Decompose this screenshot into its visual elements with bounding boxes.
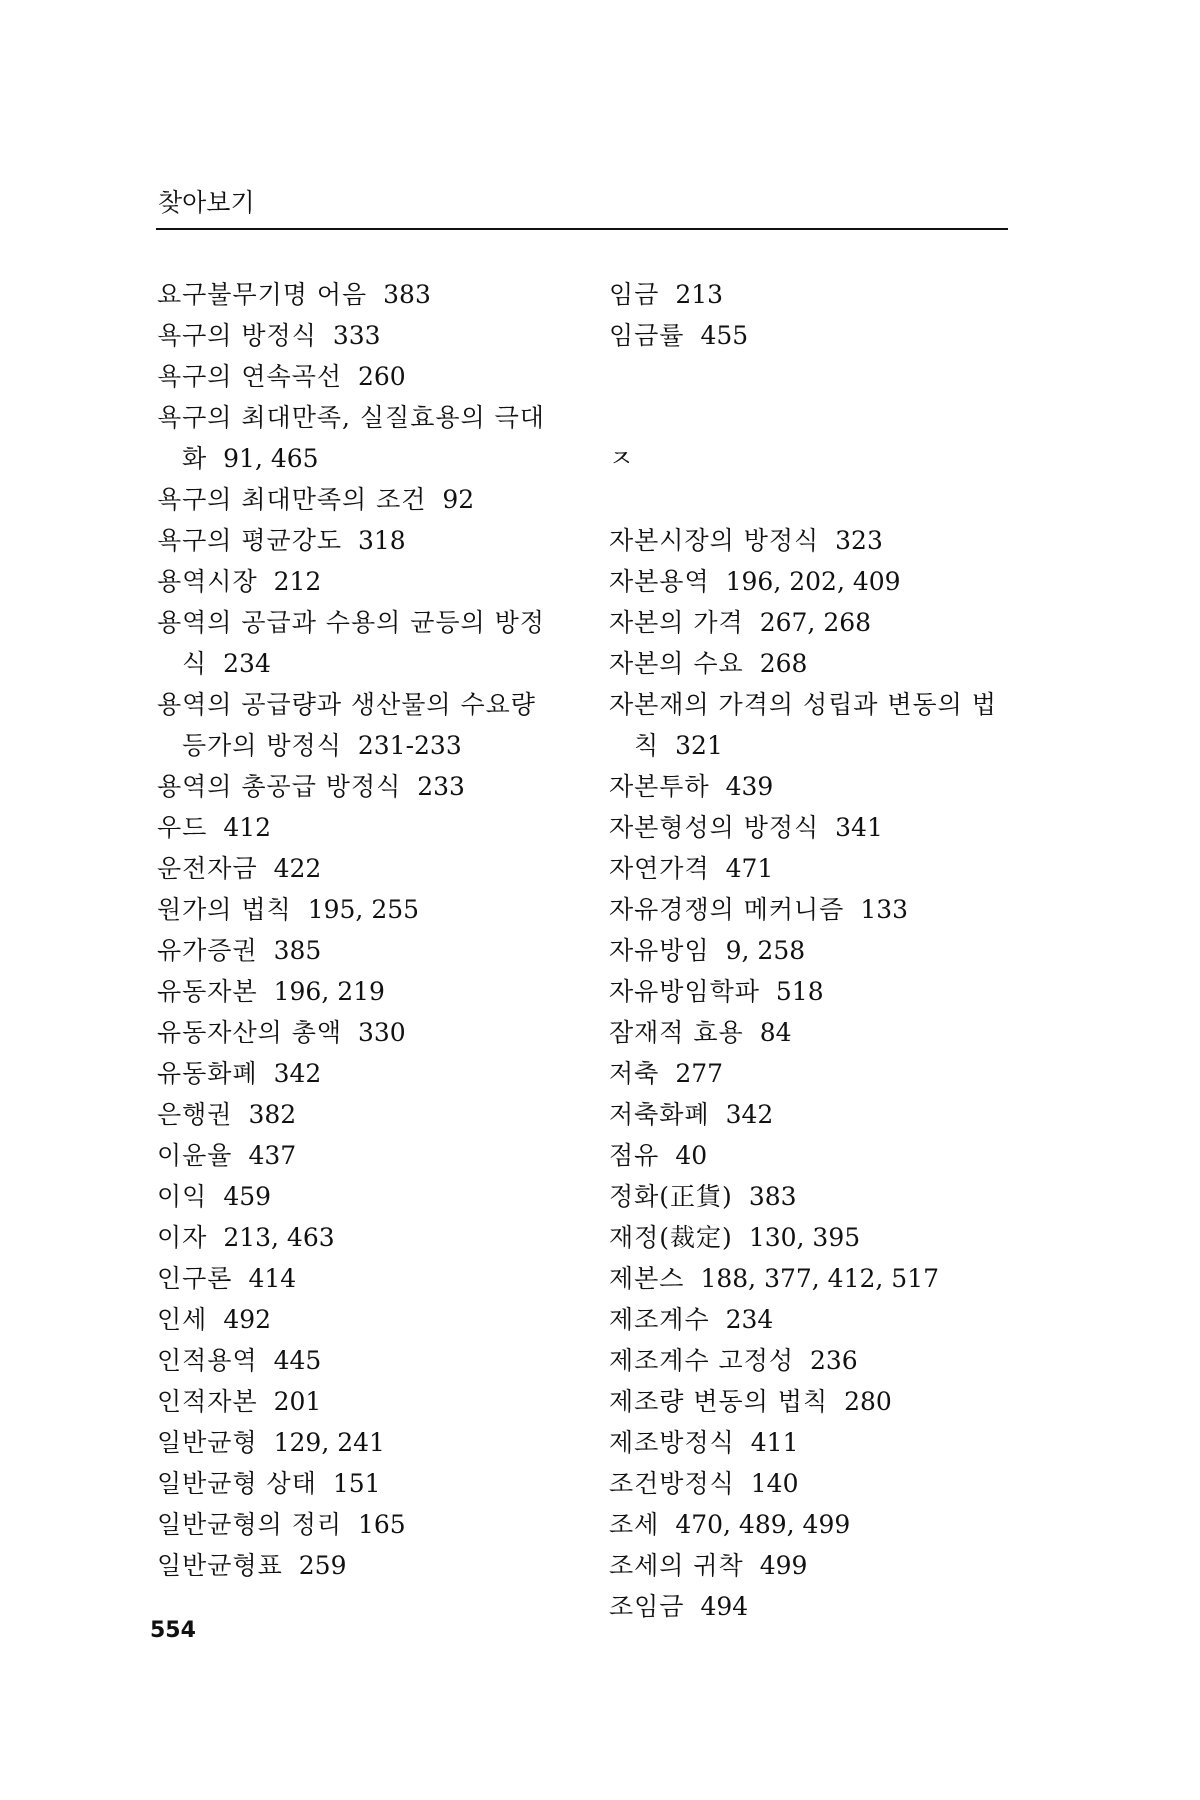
index-entry — [157, 397, 587, 479]
index-pages: 234 — [223, 649, 271, 678]
index-term: 용역시장 — [157, 567, 258, 596]
index-entry — [157, 1545, 587, 1586]
index-pages: 129, 241 — [273, 1428, 385, 1457]
index-entry — [157, 1258, 587, 1299]
index-entry — [157, 1135, 587, 1176]
index-term: 요구불무기명 어음 — [157, 280, 368, 309]
index-term: 임금 — [609, 280, 660, 309]
index-entry — [157, 766, 587, 807]
index-entry — [157, 602, 587, 684]
index-term: 조임금 — [609, 1592, 685, 1621]
index-pages: 471 — [725, 854, 774, 883]
index-entry — [157, 1176, 587, 1217]
index-pages: 84 — [759, 1018, 792, 1047]
index-entry — [609, 1012, 1049, 1053]
index-pages: 188, 377, 412, 517 — [700, 1264, 940, 1293]
index-term: 욕구의 평균강도 — [157, 526, 342, 555]
index-term: 제조방정식 — [609, 1428, 735, 1457]
index-entry — [157, 561, 587, 602]
index-column-left — [157, 274, 587, 1586]
index-pages: 492 — [223, 1305, 272, 1334]
index-term: 저축 — [609, 1059, 660, 1088]
index-pages: 234 — [725, 1305, 774, 1334]
index-entry — [157, 848, 587, 889]
index-term: 자본재의 가격의 성립과 변동의 법 — [609, 690, 997, 719]
index-term: 이자 — [157, 1223, 208, 1252]
index-entry — [609, 1422, 1049, 1463]
index-pages: 268 — [759, 649, 808, 678]
header-rule — [156, 228, 1008, 230]
page-number: 554 — [150, 1618, 196, 1643]
index-term: 용역의 공급과 수용의 균등의 방정 — [157, 608, 545, 637]
index-term: 욕구의 방정식 — [157, 321, 317, 350]
index-entry — [157, 684, 587, 766]
index-term: 자본의 가격 — [609, 608, 744, 637]
index-entry — [609, 971, 1049, 1012]
index-pages: 140 — [750, 1469, 799, 1498]
index-entry — [609, 1545, 1049, 1586]
index-pages: 267, 268 — [759, 608, 872, 637]
index-pages: 40 — [675, 1141, 708, 1170]
index-pages: 439 — [725, 772, 774, 801]
index-term: 임금률 — [609, 321, 685, 350]
index-pages: 130, 395 — [748, 1223, 861, 1252]
index-pages: 455 — [700, 321, 749, 350]
index-pages: 321 — [675, 731, 723, 760]
index-pages: 231-233 — [357, 731, 462, 760]
index-entry — [157, 1340, 587, 1381]
index-entry — [609, 1381, 1049, 1422]
index-entry — [609, 1135, 1049, 1176]
index-term: 유가증권 — [157, 936, 258, 965]
index-entry — [157, 1422, 587, 1463]
group-gap — [609, 356, 1049, 438]
index-pages: 342 — [273, 1059, 322, 1088]
index-term: 제조계수 고정성 — [609, 1346, 794, 1375]
index-group-im — [609, 274, 1049, 356]
index-pages: 494 — [700, 1592, 749, 1621]
index-pages: 196, 219 — [273, 977, 385, 1006]
index-entry — [157, 356, 587, 397]
index-term: 유동화폐 — [157, 1059, 258, 1088]
index-entry — [609, 807, 1049, 848]
index-pages: 259 — [298, 1551, 347, 1580]
index-term: 자유경쟁의 메커니즘 — [609, 895, 845, 924]
index-pages: 236 — [810, 1346, 858, 1375]
index-pages: 213, 463 — [223, 1223, 335, 1252]
index-pages: 196, 202, 409 — [725, 567, 901, 596]
index-term: 유동자산의 총액 — [157, 1018, 342, 1047]
index-term-continued: 칙 — [634, 731, 660, 760]
index-pages: 445 — [273, 1346, 322, 1375]
index-term: 운전자금 — [157, 854, 258, 883]
index-pages: 323 — [835, 526, 883, 555]
index-entry — [157, 1463, 587, 1504]
index-pages: 260 — [358, 362, 406, 391]
section-letter-jieut: ㅈ — [609, 444, 634, 473]
running-head: 찾아보기 — [158, 188, 255, 217]
index-entry — [609, 848, 1049, 889]
index-pages: 411 — [750, 1428, 799, 1457]
index-entry — [609, 684, 1049, 766]
index-pages: 318 — [358, 526, 406, 555]
index-pages: 213 — [675, 280, 724, 309]
index-column-right — [609, 274, 1049, 1627]
index-entry — [609, 1217, 1049, 1258]
index-pages: 412 — [223, 813, 272, 842]
index-term: 조세의 귀착 — [609, 1551, 744, 1580]
index-term: 자본의 수요 — [609, 649, 744, 678]
index-entry — [157, 1012, 587, 1053]
index-term: 인구론 — [157, 1264, 233, 1293]
index-term: 욕구의 최대만족의 조건 — [157, 485, 427, 514]
index-entry — [157, 274, 587, 315]
index-term: 원가의 법칙 — [157, 895, 292, 924]
index-entry — [609, 1463, 1049, 1504]
index-entry — [157, 930, 587, 971]
index-term: 자본용역 — [609, 567, 710, 596]
index-pages: 422 — [273, 854, 322, 883]
index-entry — [609, 930, 1049, 971]
index-entry — [157, 1299, 587, 1340]
index-group-jieut — [609, 520, 1049, 1627]
index-term: 잠재적 효용 — [609, 1018, 744, 1047]
index-pages: 201 — [273, 1387, 322, 1416]
index-entry — [157, 1053, 587, 1094]
index-pages: 165 — [358, 1510, 406, 1539]
index-entry — [609, 1586, 1049, 1627]
index-pages: 9, 258 — [725, 936, 806, 965]
index-pages: 383 — [383, 280, 431, 309]
index-entry — [609, 889, 1049, 930]
index-entry — [157, 807, 587, 848]
index-term: 제조량 변동의 법칙 — [609, 1387, 829, 1416]
index-pages: 277 — [675, 1059, 724, 1088]
index-term: 자본형성의 방정식 — [609, 813, 820, 842]
index-term: 자본투하 — [609, 772, 710, 801]
index-term: 저축화폐 — [609, 1100, 710, 1129]
index-entry — [157, 1217, 587, 1258]
index-term: 인적용역 — [157, 1346, 258, 1375]
index-pages: 151 — [332, 1469, 381, 1498]
index-entry — [609, 274, 1049, 315]
index-entry — [609, 602, 1049, 643]
index-pages: 280 — [844, 1387, 892, 1416]
index-pages: 91, 465 — [223, 444, 319, 473]
index-term: 일반균형 — [157, 1428, 258, 1457]
index-term-continuation — [157, 643, 587, 684]
index-term-continuation — [609, 725, 1049, 766]
index-pages: 437 — [248, 1141, 297, 1170]
index-entry — [609, 1299, 1049, 1340]
index-term: 인적자본 — [157, 1387, 258, 1416]
index-term-continuation — [157, 725, 587, 766]
index-pages: 333 — [332, 321, 381, 350]
index-entry — [609, 561, 1049, 602]
index-entry — [609, 1504, 1049, 1545]
index-term: 조세 — [609, 1510, 660, 1539]
index-entry — [157, 971, 587, 1012]
index-entry — [157, 479, 587, 520]
index-pages: 92 — [442, 485, 475, 514]
index-entry — [609, 1176, 1049, 1217]
index-term: 은행권 — [157, 1100, 233, 1129]
index-pages: 383 — [748, 1182, 797, 1211]
index-term: 우드 — [157, 813, 208, 842]
index-entry — [157, 889, 587, 930]
index-term-continued: 식 — [182, 649, 208, 678]
index-pages: 195, 255 — [307, 895, 420, 924]
index-pages: 233 — [417, 772, 465, 801]
index-entry — [157, 1504, 587, 1545]
index-pages: 385 — [273, 936, 322, 965]
index-term: 자유방임학파 — [609, 977, 760, 1006]
index-entry — [157, 1094, 587, 1135]
index-entry — [609, 1094, 1049, 1135]
index-pages: 382 — [248, 1100, 297, 1129]
index-term: 용역의 공급량과 생산물의 수요량 — [157, 690, 536, 719]
index-term: 조건방정식 — [609, 1469, 735, 1498]
index-entry — [157, 1381, 587, 1422]
index-term: 제본스 — [609, 1264, 685, 1293]
index-term: 재정(裁定) — [609, 1223, 733, 1252]
index-term: 인세 — [157, 1305, 208, 1334]
index-pages: 414 — [248, 1264, 297, 1293]
index-pages: 470, 489, 499 — [675, 1510, 851, 1539]
index-term: 이윤율 — [157, 1141, 233, 1170]
index-term: 자연가격 — [609, 854, 710, 883]
index-pages: 459 — [223, 1182, 272, 1211]
index-term: 자유방임 — [609, 936, 710, 965]
index-entry — [609, 643, 1049, 684]
index-term: 이익 — [157, 1182, 208, 1211]
index-entry — [609, 766, 1049, 807]
index-term: 제조계수 — [609, 1305, 710, 1334]
index-term: 욕구의 최대만족, 실질효용의 극대 — [157, 403, 545, 432]
index-term: 일반균형 상태 — [157, 1469, 317, 1498]
index-term: 점유 — [609, 1141, 660, 1170]
index-pages: 212 — [273, 567, 322, 596]
index-term: 자본시장의 방정식 — [609, 526, 820, 555]
index-entry — [157, 520, 587, 561]
index-pages: 330 — [358, 1018, 406, 1047]
index-term: 용역의 총공급 방정식 — [157, 772, 402, 801]
index-entry — [157, 315, 587, 356]
index-pages: 133 — [860, 895, 909, 924]
index-term: 일반균형표 — [157, 1551, 283, 1580]
index-pages: 341 — [835, 813, 883, 842]
index-pages: 499 — [759, 1551, 808, 1580]
index-pages: 518 — [775, 977, 824, 1006]
index-term-continued: 화 — [182, 444, 208, 473]
index-entry — [609, 1053, 1049, 1094]
index-term: 일반균형의 정리 — [157, 1510, 342, 1539]
index-entry — [609, 315, 1049, 356]
index-term: 욕구의 연속곡선 — [157, 362, 342, 391]
index-term: 정화(正貨) — [609, 1182, 733, 1211]
index-term-continuation — [157, 438, 587, 479]
index-entry — [609, 520, 1049, 561]
index-term-continued: 등가의 방정식 — [182, 731, 342, 760]
index-pages: 342 — [725, 1100, 774, 1129]
index-entry — [609, 1340, 1049, 1381]
index-term: 유동자본 — [157, 977, 258, 1006]
index-entry — [609, 1258, 1049, 1299]
